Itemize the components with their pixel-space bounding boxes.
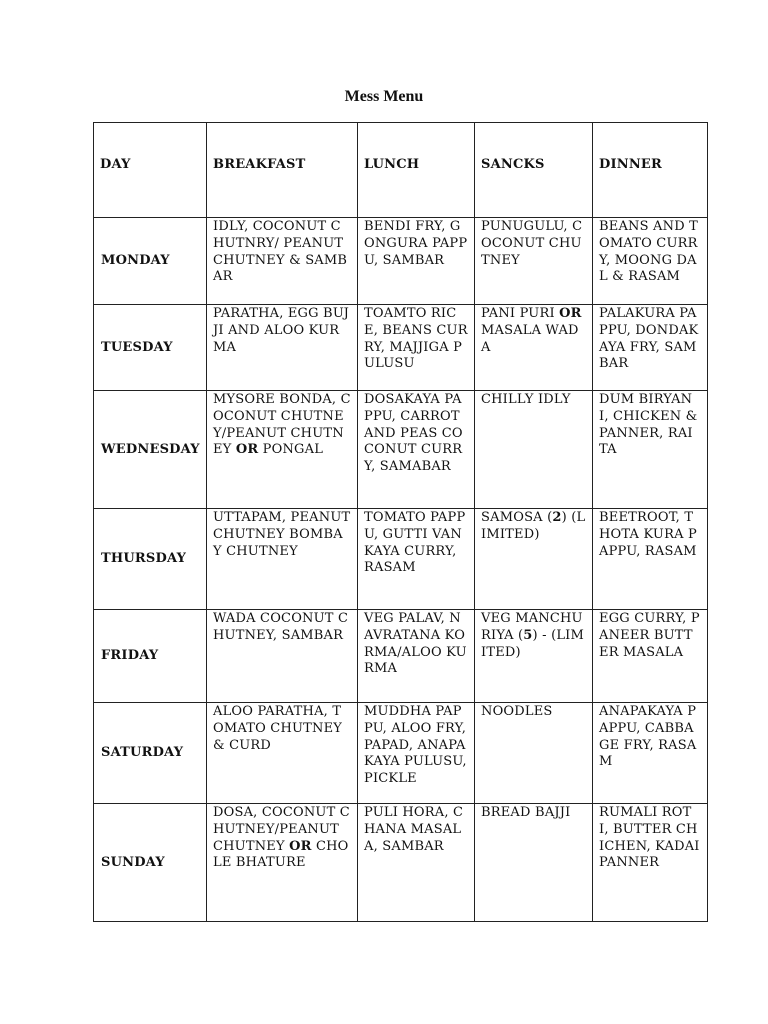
lunch-cell: TOMATO PAPPU, GUTTI VANKAYA CURRY, RASAM xyxy=(358,509,475,610)
snacks-text: ) (LIMITED) xyxy=(481,510,586,542)
lunch-cell: MUDDHA PAPPU, ALOO FRY, PAPAD, ANAPAKAYA PULUSU, PICKLE xyxy=(358,703,475,804)
snacks-text: MASALA WADA xyxy=(481,322,579,355)
menu-table xyxy=(93,122,708,922)
snacks-text: PANI PURI xyxy=(481,306,560,321)
day-cell: SUNDAY xyxy=(94,804,207,922)
snacks-cell: NOODLES xyxy=(475,703,593,804)
table-row xyxy=(94,610,708,703)
day-cell: FRIDAY xyxy=(94,610,207,703)
lunch-cell: DOSAKAYA PAPPU, CARROT AND PEAS COCONUT CURRY, SAMABAR xyxy=(358,391,475,509)
dinner-cell: EGG CURRY, PANEER BUTTER MASALA xyxy=(593,610,708,703)
header-dinner: DINNER xyxy=(593,123,708,218)
breakfast-cell xyxy=(207,804,358,922)
breakfast-text: DOSA, COCONUT CHUTNEY/PEANUT CHUTNEY xyxy=(213,805,350,854)
header-row xyxy=(94,123,708,218)
breakfast-text: CHOLE BHATURE xyxy=(213,838,349,871)
snacks-cell: BREAD BAJJI xyxy=(475,804,593,922)
header-snacks: SANCKS xyxy=(475,123,593,218)
dinner-cell: ANAPAKAYA PAPPU, CABBAGE FRY, RASAM xyxy=(593,703,708,804)
snacks-cell xyxy=(475,305,593,391)
dinner-cell: RUMALI ROTI, BUTTER CHICHEN, KADAI PANNER xyxy=(593,804,708,922)
header-day: DAY xyxy=(94,123,207,218)
header-lunch: LUNCH xyxy=(358,123,475,218)
lunch-cell: TOAMTO RICE, BEANS CURRY, MAJJIGA PULUSU xyxy=(358,305,475,391)
table-row xyxy=(94,509,708,610)
breakfast-cell: IDLY, COCONUT CHUTNRY/ PEANUT CHUTNEY & SAMBAR xyxy=(207,218,358,305)
header-breakfast: BREAKFAST xyxy=(207,123,358,218)
or-label: OR xyxy=(235,442,259,458)
day-cell: THURSDAY xyxy=(94,509,207,610)
table-row xyxy=(94,218,708,305)
lunch-cell: PULI HORA, CHANA MASALA, SAMBAR xyxy=(358,804,475,922)
snacks-text: ) - (LIMITED) xyxy=(481,627,585,660)
snacks-cell xyxy=(475,509,593,610)
day-cell: SATURDAY xyxy=(94,703,207,804)
lunch-cell: BENDI FRY, GONGURA PAPPU, SAMBAR xyxy=(358,218,475,305)
snacks-cell: PUNUGULU, COCONUT CHUTNEY xyxy=(475,218,593,305)
snacks-quantity: 5 xyxy=(523,627,533,643)
lunch-cell: VEG PALAV, NAVRATANA KORMA/ALOO KURMA xyxy=(358,610,475,703)
dinner-cell: BEANS AND TOMATO CURRY, MOONG DAL & RASAM xyxy=(593,218,708,305)
day-cell: TUESDAY xyxy=(94,305,207,391)
or-label: OR xyxy=(559,306,582,321)
table-row xyxy=(94,305,708,391)
dinner-cell: BEETROOT, THOTA KURA PAPPU, RASAM xyxy=(593,509,708,610)
day-cell: WEDNESDAY xyxy=(94,391,207,509)
dinner-cell: DUM BIRYANI, CHICKEN & PANNER, RAITA xyxy=(593,391,708,509)
snacks-text: VEG MANCHURIYA ( xyxy=(481,611,583,643)
breakfast-text: PONGAL xyxy=(258,442,324,458)
breakfast-cell xyxy=(207,391,358,509)
snacks-cell xyxy=(475,610,593,703)
breakfast-cell: WADA COCONUT CHUTNEY, SAMBAR xyxy=(207,610,358,703)
breakfast-cell: ALOO PARATHA, TOMATO CHUTNEY& CURD xyxy=(207,703,358,804)
or-label: OR xyxy=(289,838,312,854)
breakfast-cell: PARATHA, EGG BUJJI AND ALOO KURMA xyxy=(207,305,358,391)
day-cell: MONDAY xyxy=(94,218,207,305)
page-title: Mess Menu xyxy=(344,88,424,105)
snacks-quantity: 2 xyxy=(552,510,562,525)
dinner-cell: PALAKURA PAPPU, DONDAKAYA FRY, SAMBAR xyxy=(593,305,708,391)
breakfast-text: MYSORE BONDA, COCONUT CHUTNEY/PEANUT CHUTNEY xyxy=(213,392,351,458)
snacks-text: SAMOSA ( xyxy=(481,510,553,525)
table-row xyxy=(94,804,708,922)
snacks-cell: CHILLY IDLY xyxy=(475,391,593,509)
table-row xyxy=(94,391,708,509)
table-row xyxy=(94,703,708,804)
breakfast-cell: UTTAPAM, PEANUT CHUTNEY BOMBAY CHUTNEY xyxy=(207,509,358,610)
